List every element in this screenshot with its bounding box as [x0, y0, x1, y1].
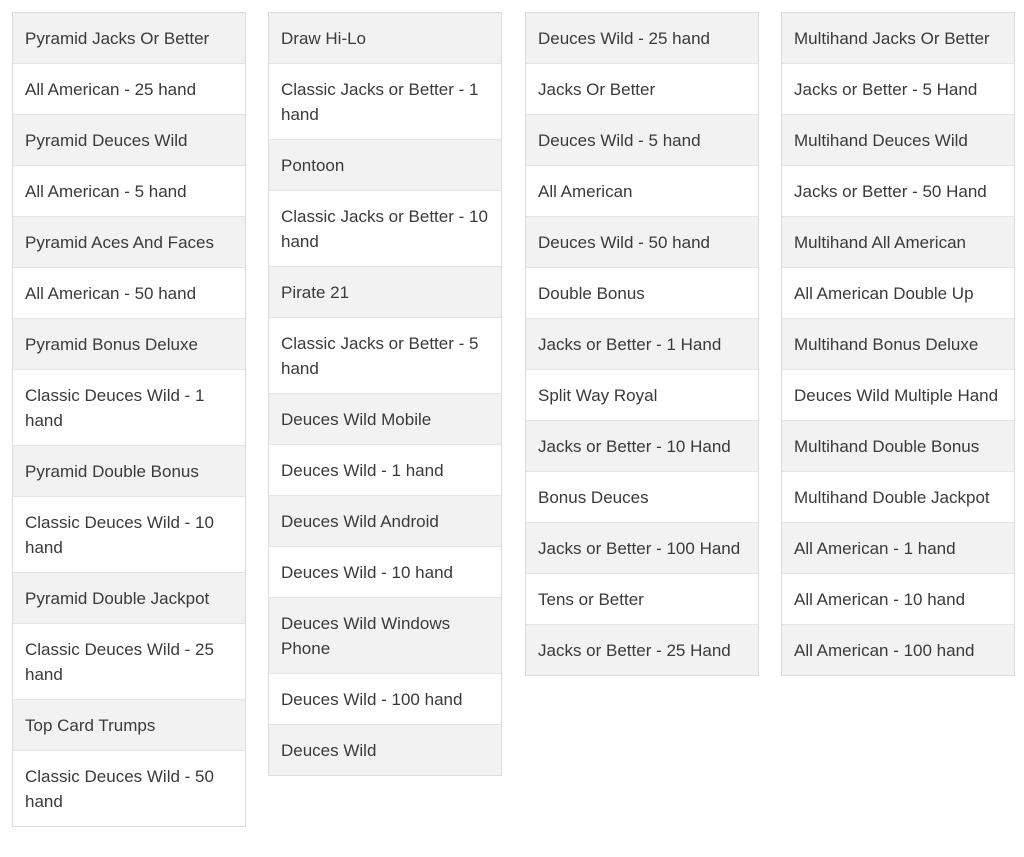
game-list-item[interactable]: Multihand Double Jackpot	[782, 471, 1014, 522]
game-list-item[interactable]: Deuces Wild - 5 hand	[526, 114, 758, 165]
game-list-item[interactable]: Deuces Wild - 1 hand	[269, 444, 501, 495]
game-list-item[interactable]: Pyramid Aces And Faces	[13, 216, 245, 267]
game-list-column-1	[12, 12, 246, 827]
game-list-item[interactable]: Classic Deuces Wild - 50 hand	[13, 750, 245, 826]
game-list-column-4	[781, 12, 1015, 676]
game-list-item[interactable]: Deuces Wild	[269, 724, 501, 775]
game-list-item[interactable]: All American - 10 hand	[782, 573, 1014, 624]
game-list-item[interactable]: Pirate 21	[269, 266, 501, 317]
game-list-item[interactable]: Split Way Royal	[526, 369, 758, 420]
game-list-item[interactable]: Multihand Jacks Or Better	[782, 13, 1014, 63]
game-list-item[interactable]: Multihand Deuces Wild	[782, 114, 1014, 165]
game-list-item[interactable]: Multihand Bonus Deluxe	[782, 318, 1014, 369]
game-list-item[interactable]: Tens or Better	[526, 573, 758, 624]
game-list-item[interactable]: Top Card Trumps	[13, 699, 245, 750]
game-list-item[interactable]: Jacks or Better - 5 Hand	[782, 63, 1014, 114]
game-list-item[interactable]: Double Bonus	[526, 267, 758, 318]
game-list-column-2	[268, 12, 502, 776]
game-list-item[interactable]: Pontoon	[269, 139, 501, 190]
game-list-item[interactable]: All American	[526, 165, 758, 216]
game-list-item[interactable]: Deuces Wild - 25 hand	[526, 13, 758, 63]
game-list-item[interactable]: Jacks or Better - 25 Hand	[526, 624, 758, 675]
game-list-item[interactable]: Classic Deuces Wild - 10 hand	[13, 496, 245, 572]
game-list-item[interactable]: All American Double Up	[782, 267, 1014, 318]
game-list-item[interactable]: Classic Deuces Wild - 25 hand	[13, 623, 245, 699]
game-list-item[interactable]: Multihand Double Bonus	[782, 420, 1014, 471]
game-list-item[interactable]: Pyramid Deuces Wild	[13, 114, 245, 165]
game-list-item[interactable]: All American - 50 hand	[13, 267, 245, 318]
game-list-item[interactable]: Deuces Wild - 100 hand	[269, 673, 501, 724]
game-list-item[interactable]: Draw Hi-Lo	[269, 13, 501, 63]
game-list-item[interactable]: Pyramid Double Bonus	[13, 445, 245, 496]
game-list-item[interactable]: Deuces Wild Windows Phone	[269, 597, 501, 673]
game-list-item[interactable]: Multihand All American	[782, 216, 1014, 267]
game-list-item[interactable]: Pyramid Double Jackpot	[13, 572, 245, 623]
game-list-item[interactable]: Pyramid Bonus Deluxe	[13, 318, 245, 369]
game-list-item[interactable]: Bonus Deuces	[526, 471, 758, 522]
game-list-item[interactable]: Jacks or Better - 100 Hand	[526, 522, 758, 573]
game-list-item[interactable]: Deuces Wild - 10 hand	[269, 546, 501, 597]
game-list-item[interactable]: Deuces Wild - 50 hand	[526, 216, 758, 267]
game-list-item[interactable]: All American - 100 hand	[782, 624, 1014, 675]
game-list-item[interactable]: Pyramid Jacks Or Better	[13, 13, 245, 63]
game-list-item[interactable]: All American - 5 hand	[13, 165, 245, 216]
game-list-item[interactable]: Jacks or Better - 50 Hand	[782, 165, 1014, 216]
game-list-item[interactable]: All American - 1 hand	[782, 522, 1014, 573]
game-list-item[interactable]: Deuces Wild Multiple Hand	[782, 369, 1014, 420]
game-list-item[interactable]: Deuces Wild Android	[269, 495, 501, 546]
game-list-item[interactable]: Jacks or Better - 1 Hand	[526, 318, 758, 369]
game-list-item[interactable]: Deuces Wild Mobile	[269, 393, 501, 444]
game-list-item[interactable]: Jacks Or Better	[526, 63, 758, 114]
game-list-item[interactable]: Classic Jacks or Better - 1 hand	[269, 63, 501, 139]
game-list-item[interactable]: Classic Deuces Wild - 1 hand	[13, 369, 245, 445]
game-list-item[interactable]: Classic Jacks or Better - 5 hand	[269, 317, 501, 393]
game-list-column-3	[525, 12, 759, 676]
game-list-item[interactable]: All American - 25 hand	[13, 63, 245, 114]
game-list-item[interactable]: Jacks or Better - 10 Hand	[526, 420, 758, 471]
game-list-item[interactable]: Classic Jacks or Better - 10 hand	[269, 190, 501, 266]
